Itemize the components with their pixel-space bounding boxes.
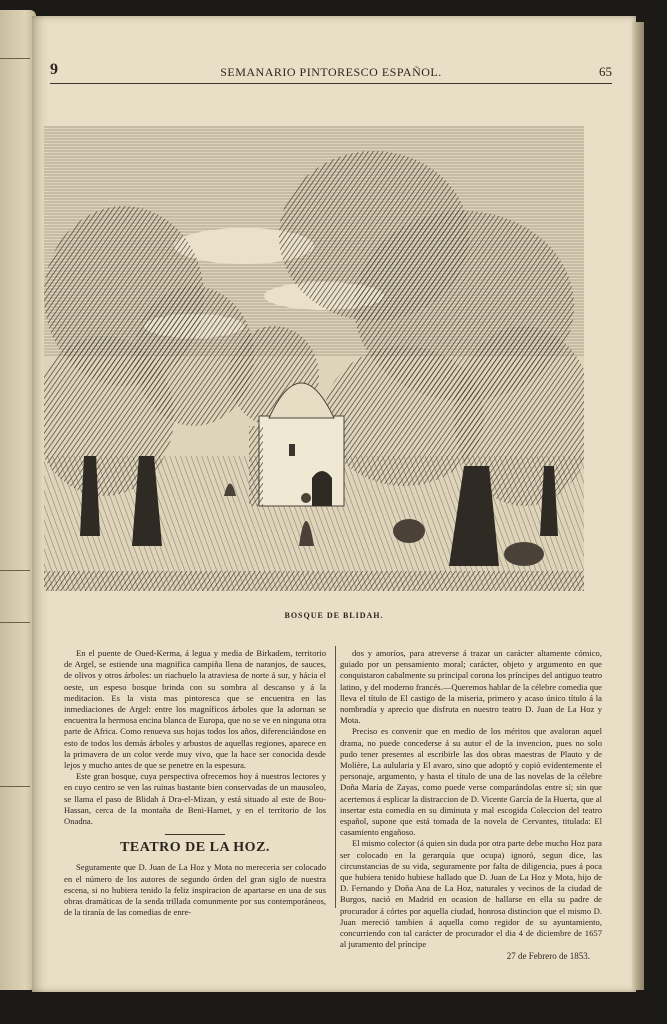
magazine-page — [32, 16, 636, 992]
page-edge-stack — [632, 22, 644, 990]
left-column — [64, 648, 326, 918]
engraving-illustration — [44, 126, 584, 591]
section-title: TEATRO DE LA HOZ. — [120, 840, 270, 856]
paragraph-bosque: Este gran bosque, cuya perspectiva ofrecemos hoy á nuestros lectores y en cuyo centro se ven las ruinas bastante bien conservadas de un mausoleo, se llama el paso de Blidah á Dra-el-Mizan, y está situado al este de Bou-Hassan, cerca de la montaña de Beni-Hamet, y en el territorio de los Onadna. — [64, 771, 326, 827]
paragraph-teatro-intro: Seguramente que D. Juan de La Hoz y Mota no mereceria ser colocado en el número de los autores de segundo órden del gran siglo de nuestra escena, si no hubiera tenido la feliz inspiracion de apartarse en una de sus obras dramáticas de la senda trillada comunmente por sus contemporáneos, de la tiranía de las comedias de enre- — [64, 862, 326, 918]
publication-title: SEMANARIO PINTORESCO ESPAÑOL. — [220, 65, 442, 79]
section-divider — [165, 834, 225, 835]
previous-page-edge — [0, 10, 36, 990]
page-number: 65 — [599, 64, 612, 79]
paragraph-oued-kerma: En el puente de Oued-Kerma, á legua y media de Birkadem, territorio de Argel, se estiende una magnifica campiña llena de naranjos, de sauces, de olivos y otros árboles: un riachuelo la atraviesa de norte á sur, y hácia el oeste, un espeso bosque brinda con su sombra al descanso y á la meditacion. Es la vista mas pintoresca que se encuentra en las inmediaciones de Argel: entre los magníficos árboles que la adornan se encuentra la hermosa encina blanca de Europa, que no se ve en ninguna otra parte de Africa. Como renueva sus hojas todos los años, diferenciándose en esto de todos los demás árboles y arbustos de aquellas regiones, aparece en la primavera de un color verde muy vivo, que la hace ser conocida desde lejos y mucho antes de que se penetre en la espesura. — [64, 648, 326, 771]
paragraph-continuation: dos y amoríos, para atreverse á trazar un carácter altamente cómico, guiado por un pensamiento moral; carácter, objeto y argumento en que conquistaron cabalmente su principal corona los príncipes del antiguo teatro latino, y del moderno francés.—Queremos hablar de la célebre comedia que lleva el título de El castigo de la miseria, primero y acaso único título á la nombradía y aprecio que disfruta en nuestro teatro D. Juan de La Hoz y Mota. — [340, 648, 602, 726]
running-header — [50, 61, 612, 84]
signature-number: 9 — [50, 61, 58, 78]
illustration-caption: BOSQUE DE BLIDAH. — [284, 611, 384, 620]
paragraph-colector: El mismo colector (á quien sin duda por otra parte debe mucho Hoz para ser colocado en la gerarquía que ocupa) ignoró, segun dice, las circunstancias de su vida, seguramente por falta de diligencia, pues á poca que hubiera tenido hubiese hallado que D. Juan de La Hoz y Mota, hijo de D. Fernando y Doña Ana de La Hoz, naturales y vecinos de la ciudad de Burgos, nació en Madrid en ocasion de hallarse en ella su padre de procurador á córtes por aquella ciudad, honrosa distincion que el mismo D. Juan mereció tambien á aquella como regidor de su ayuntamiento, concurriendo con tal carácter de procurador el dia 4 de diciembre de 1657 al juramento del príncipe — [340, 838, 602, 950]
column-divider — [335, 646, 336, 908]
right-column — [340, 648, 602, 963]
paragraph-invencion: Preciso es convenir que en medio de los méritos que avaloran aquel drama, no puede concederse á su autor el de la invencion, pues no solo pudo tener presentes al escribirle las dos obras maestras de Plauto y de Molière, La aulularia y El avaro, sino que adoptó y copió evidentemente el personaje, argumento, y hasta el título de una de las novelas de la célebre Doña María de Zayas, como puede verse comparándolas entre sí; sin que acertemos á esplicar la distraccion de D. Vicente García de la Huerta, que al insertar esta comedia en su diminuta y mal escogida Coleccion del teatro español, supone que está tomada de la novela de Cervantes, titulada: El casamiento engañoso. — [340, 726, 602, 838]
issue-date: 27 de Febrero de 1853. — [506, 951, 590, 962]
